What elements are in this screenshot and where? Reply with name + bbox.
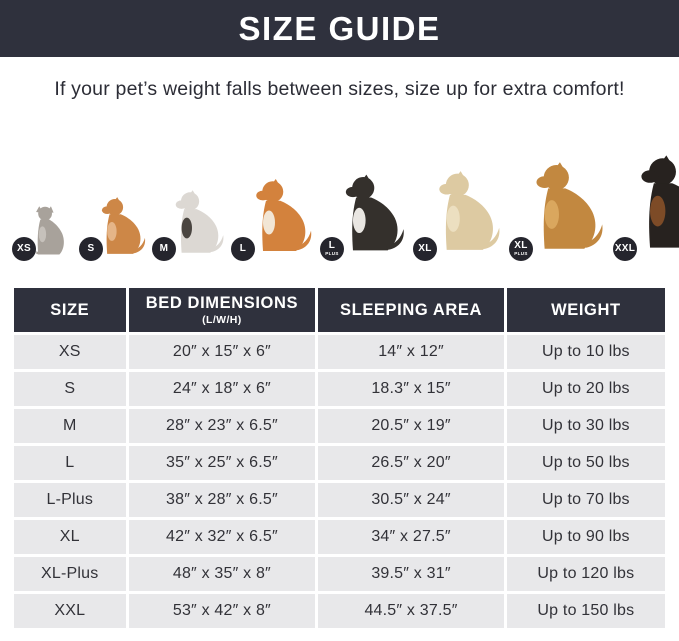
labrador-xl-illustration	[427, 158, 509, 263]
column-header-sublabel: (L/W/H)	[202, 314, 242, 326]
animal-slot-pomeranian-s	[79, 188, 152, 263]
cell-sleep-xxl: 44.5″ x 37.5″	[318, 594, 503, 628]
cell-weight-xl: Up to 90 lbs	[507, 520, 665, 554]
table-row-xl	[14, 520, 665, 554]
table-row-l-plus	[14, 483, 665, 517]
size-badge-shiba-inu-l	[231, 237, 255, 261]
cell-weight-xs: Up to 10 lbs	[507, 335, 665, 369]
cell-bed-xs: 20″ x 15″ x 6″	[129, 335, 316, 369]
animal-slot-cat-xs	[12, 195, 79, 263]
column-header-size	[14, 288, 126, 332]
page-title: SIZE GUIDE	[238, 9, 441, 47]
cell-sleep-xl-plus: 39.5″ x 31″	[318, 557, 503, 591]
animal-slot-labrador-xl	[413, 158, 509, 263]
animal-slot-border-collie-l-plus	[320, 162, 413, 263]
animal-size-lineup	[12, 111, 667, 263]
animal-slot-golden-retriever-xl-plus	[509, 148, 613, 263]
badge-sublabel: PLUS	[514, 251, 528, 257]
animal-slot-shiba-inu-l	[231, 167, 320, 263]
size-badge-border-collie-l-plus	[320, 237, 344, 261]
size-badge-labrador-xl	[413, 237, 437, 261]
badge-label: XL	[418, 243, 432, 254]
cell-size-l-plus: L-Plus	[14, 483, 126, 517]
subtitle-text: If your pet’s weight falls between sizes, size up for extra comfort!	[54, 78, 625, 100]
cell-bed-xl-plus: 48″ x 35″ x 8″	[129, 557, 316, 591]
cell-bed-l-plus: 38″ x 28″ x 6.5″	[129, 483, 316, 517]
size-badge-doberman-xxl	[613, 237, 637, 261]
cell-bed-m: 28″ x 23″ x 6.5″	[129, 409, 316, 443]
cell-weight-s: Up to 20 lbs	[507, 372, 665, 406]
cell-bed-xxl: 53″ x 42″ x 8″	[129, 594, 316, 628]
animal-slot-french-bulldog-m	[152, 180, 231, 263]
badge-label: L	[239, 243, 247, 254]
cell-size-xl-plus: XL-Plus	[14, 557, 126, 591]
table-row-m	[14, 409, 665, 443]
badge-label: S	[87, 243, 95, 254]
shiba-inu-l-illustration	[245, 167, 320, 263]
cell-weight-l-plus: Up to 70 lbs	[507, 483, 665, 517]
cell-sleep-m: 20.5″ x 19″	[318, 409, 503, 443]
size-table-head	[14, 288, 665, 332]
cell-bed-s: 24″ x 18″ x 6″	[129, 372, 316, 406]
size-badge-cat-xs	[12, 237, 36, 261]
column-header-weight	[507, 288, 665, 332]
badge-label: L	[328, 240, 336, 252]
table-row-l	[14, 446, 665, 480]
column-header-sleeping-area	[318, 288, 503, 332]
column-header-label: BED DIMENSIONS	[145, 294, 299, 312]
table-row-xxl	[14, 594, 665, 628]
cell-weight-l: Up to 50 lbs	[507, 446, 665, 480]
badge-label: XXL	[614, 243, 636, 254]
column-header-bed-dimensions	[129, 288, 316, 332]
badge-label: XS	[17, 243, 31, 254]
cell-weight-xl-plus: Up to 120 lbs	[507, 557, 665, 591]
cell-bed-xl: 42″ x 32″ x 6.5″	[129, 520, 316, 554]
size-badge-pomeranian-s	[79, 237, 103, 261]
badge-label: XL	[514, 240, 528, 252]
badge-sublabel: PLUS	[325, 251, 339, 257]
cell-sleep-xl: 34″ x 27.5″	[318, 520, 503, 554]
cell-size-m: M	[14, 409, 126, 443]
title-bar	[0, 0, 679, 57]
table-row-xs	[14, 335, 665, 369]
badge-label: M	[159, 243, 169, 254]
cell-size-xl: XL	[14, 520, 126, 554]
size-badge-french-bulldog-m	[152, 237, 176, 261]
cell-weight-xxl: Up to 150 lbs	[507, 594, 665, 628]
cell-sleep-xs: 14″ x 12″	[318, 335, 503, 369]
cell-sleep-s: 18.3″ x 15″	[318, 372, 503, 406]
cell-sleep-l: 26.5″ x 20″	[318, 446, 503, 480]
border-collie-l-plus-illustration	[334, 162, 413, 263]
animal-slot-doberman-xxl	[613, 140, 679, 263]
cell-size-l: L	[14, 446, 126, 480]
column-header-label: SLEEPING AREA	[340, 300, 482, 319]
size-table	[11, 285, 668, 631]
column-header-label: WEIGHT	[551, 300, 621, 319]
table-row-s	[14, 372, 665, 406]
cell-sleep-l-plus: 30.5″ x 24″	[318, 483, 503, 517]
cell-weight-m: Up to 30 lbs	[507, 409, 665, 443]
size-table-wrapper	[11, 285, 668, 631]
cell-bed-l: 35″ x 25″ x 6.5″	[129, 446, 316, 480]
column-header-label: SIZE	[50, 300, 90, 319]
cell-size-xxl: XXL	[14, 594, 126, 628]
golden-retriever-xl-plus-illustration	[523, 148, 613, 263]
cell-size-s: S	[14, 372, 126, 406]
size-badge-golden-retriever-xl-plus	[509, 237, 533, 261]
table-row-xl-plus	[14, 557, 665, 591]
size-table-body	[14, 335, 665, 628]
cell-size-xs: XS	[14, 335, 126, 369]
